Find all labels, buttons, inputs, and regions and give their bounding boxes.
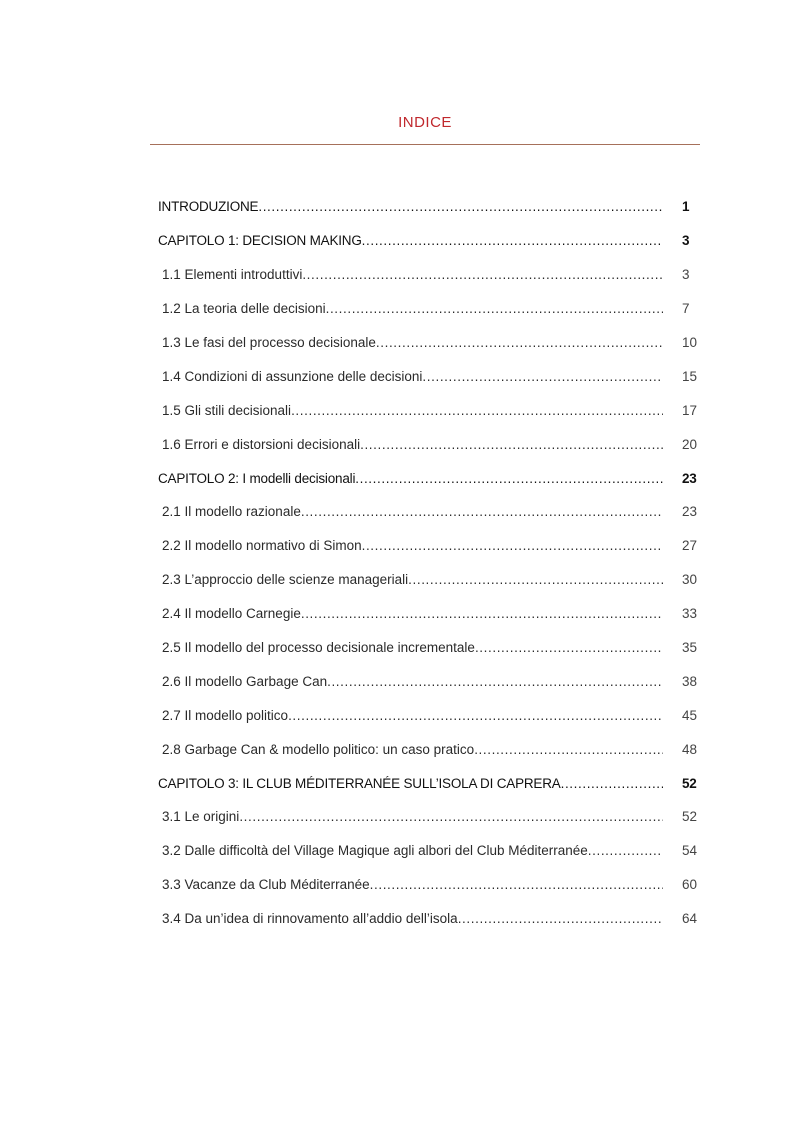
toc-entry-label-group [158, 471, 663, 486]
toc-entry-page-number: 52 [682, 775, 697, 791]
toc-entry-page-number: 3 [682, 233, 690, 249]
toc-entry-title: 2.6 Il modello Garbage Can [162, 673, 328, 689]
toc-entry-label-group [162, 674, 663, 689]
toc-entry-page-number: 45 [682, 707, 698, 723]
toc-section-16[interactable] [158, 732, 698, 766]
toc-entry-label-group [162, 403, 663, 418]
toc-entry-label-group [162, 742, 663, 757]
toc-leader-dots [355, 471, 663, 486]
toc-entry-label-group [162, 572, 663, 587]
toc-entry-title: 3.3 Vacanze da Club Méditerranée [162, 877, 370, 893]
toc-entry-page-number: 48 [682, 741, 698, 757]
toc-entry-label-group [162, 504, 663, 519]
toc-leader-dots [362, 233, 663, 248]
toc-entry-title: 3.4 Da un’idea di rinnovamento all’addio dell’isola [162, 911, 458, 927]
toc-entry-title: 2.3 L’approccio delle scienze manageriali [162, 572, 409, 588]
toc-leader-dots [458, 911, 663, 926]
toc-chapter-1[interactable] [158, 224, 698, 258]
toc-entry-label-group [162, 911, 663, 926]
toc-entry-title: 2.5 Il modello del processo decisionale incrementale [162, 640, 475, 656]
toc-entry-label-group [162, 437, 663, 452]
toc-section-9[interactable] [158, 495, 698, 529]
toc-chapter-17[interactable] [158, 766, 698, 800]
toc-entry-page-number: 23 [682, 504, 698, 520]
toc-entry-title: 2.7 Il modello politico [162, 707, 289, 723]
toc-entry-label-group [162, 301, 663, 316]
toc-entry-page-number: 30 [682, 572, 698, 588]
toc-leader-dots [302, 267, 663, 282]
toc-entry-title: 1.4 Condizioni di assunzione delle decisioni [162, 368, 423, 384]
toc-section-15[interactable] [158, 698, 698, 732]
toc-entry-page-number: 60 [682, 877, 698, 893]
toc-section-14[interactable] [158, 664, 698, 698]
toc-leader-dots [561, 776, 663, 791]
toc-section-10[interactable] [158, 529, 698, 563]
toc-leader-dots [408, 572, 663, 587]
toc-leader-dots [288, 708, 663, 723]
toc-entry-label-group [162, 606, 663, 621]
toc-entry-page-number: 20 [682, 436, 698, 452]
toc-leader-dots [370, 877, 663, 892]
toc-entry-title: INTRODUZIONE [158, 199, 259, 215]
toc-entry-title: 2.4 Il modello Carnegie [162, 606, 301, 622]
toc-section-2[interactable] [158, 258, 698, 292]
toc-section-20[interactable] [158, 868, 698, 902]
toc-leader-dots [588, 843, 663, 858]
page-title: INDICE [398, 114, 452, 131]
toc-entry-title: 2.8 Garbage Can & modello politico: un caso pratico [162, 741, 475, 757]
toc-section-12[interactable] [158, 597, 698, 631]
toc-section-21[interactable] [158, 902, 698, 936]
toc-leader-dots [291, 403, 663, 418]
toc-entry-label-group [162, 877, 663, 892]
toc-entry-label-group [162, 267, 663, 282]
toc-entry-page-number: 17 [682, 402, 698, 418]
toc-leader-dots [475, 640, 663, 655]
toc-entry-title: 3.1 Le origini [162, 809, 240, 825]
toc-entry-page-number: 64 [682, 911, 698, 927]
toc-leader-dots [422, 369, 663, 384]
toc-entry-label-group [162, 640, 663, 655]
toc-leader-dots [360, 437, 663, 452]
toc-entry-title: 3.2 Dalle difficoltà del Village Magique agli albori del Club Méditerranée [162, 843, 588, 859]
toc-entry-title: CAPITOLO 2: I modelli decisionali [158, 470, 356, 486]
toc-leader-dots [301, 606, 663, 621]
toc-entry-label-group [158, 776, 663, 791]
toc-entry-title: 1.6 Errori e distorsioni decisionali [162, 436, 361, 452]
toc-chapter-0[interactable] [158, 190, 698, 224]
toc-entry-label-group [162, 335, 663, 350]
toc-leader-dots [362, 538, 663, 553]
toc-entry-title: 1.1 Elementi introduttivi [162, 267, 303, 283]
toc-entry-title: CAPITOLO 3: IL CLUB MÉDITERRANÉE SULL’ISOLA DI CAPRERA [158, 775, 561, 791]
toc-leader-dots [258, 199, 663, 214]
toc-entry-title: 1.3 Le fasi del processo decisionale [162, 335, 376, 350]
toc-section-4[interactable] [158, 326, 698, 360]
toc-section-7[interactable] [158, 427, 698, 461]
toc-entry-label-group [158, 199, 663, 214]
toc-entry-page-number: 23 [682, 470, 697, 486]
toc-entry-page-number: 15 [682, 368, 698, 384]
title-divider [150, 144, 700, 145]
toc-section-19[interactable] [158, 834, 698, 868]
toc-entry-page-number: 52 [682, 809, 698, 825]
toc-entry-label-group [162, 708, 663, 723]
toc-leader-dots [376, 335, 663, 350]
toc-entry-title: 1.2 La teoria delle decisioni [162, 301, 326, 317]
toc-section-5[interactable] [158, 359, 698, 393]
toc-section-6[interactable] [158, 393, 698, 427]
toc-section-18[interactable] [158, 800, 698, 834]
toc-chapter-8[interactable] [158, 461, 698, 495]
toc-leader-dots [239, 809, 663, 824]
toc-entry-label-group [162, 369, 663, 384]
toc-entry-page-number: 33 [682, 606, 698, 622]
toc-entry-page-number: 35 [682, 640, 698, 656]
table-of-contents [158, 190, 698, 936]
toc-entry-page-number: 38 [682, 673, 698, 689]
toc-entry-page-number: 54 [682, 843, 698, 859]
toc-entry-label-group [162, 538, 663, 553]
toc-entry-title: 2.2 Il modello normativo di Simon [162, 538, 362, 554]
toc-leader-dots [474, 742, 663, 757]
toc-leader-dots [301, 504, 663, 519]
toc-section-3[interactable] [158, 292, 698, 326]
toc-entry-title: CAPITOLO 1: DECISION MAKING [158, 233, 362, 249]
toc-entry-page-number: 7 [682, 301, 690, 317]
toc-entry-page-number: 10 [682, 335, 698, 350]
toc-leader-dots [326, 301, 663, 316]
toc-entry-page-number: 27 [682, 538, 698, 554]
toc-entry-label-group [162, 843, 663, 858]
toc-entry-page-number: 3 [682, 267, 690, 283]
toc-entry-label-group [158, 233, 663, 248]
toc-entry-title: 1.5 Gli stili decisionali [162, 402, 292, 418]
toc-entry-page-number: 1 [682, 199, 690, 215]
toc-entry-label-group [162, 809, 663, 824]
toc-section-13[interactable] [158, 631, 698, 665]
toc-leader-dots [327, 674, 663, 689]
toc-entry-title: 2.1 Il modello razionale [162, 504, 301, 520]
toc-section-11[interactable] [158, 563, 698, 597]
